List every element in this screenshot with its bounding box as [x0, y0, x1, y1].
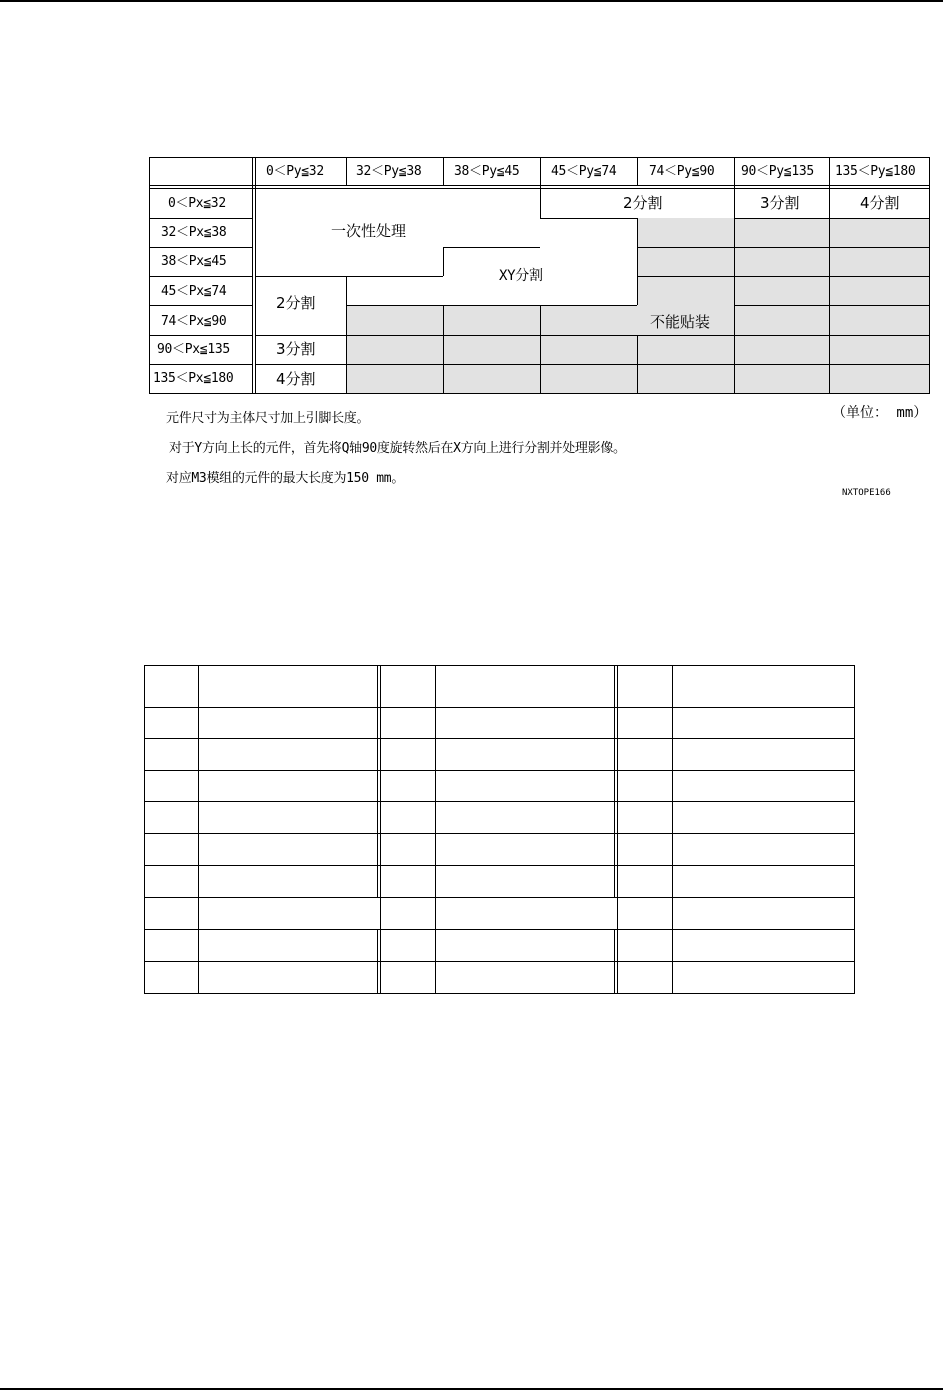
figure-code: NXTOPE166 — [842, 488, 891, 498]
col-header-7: 135＜Py≦180 — [835, 164, 916, 179]
row-header-2: 32＜Px≦38 — [161, 225, 227, 240]
row-header-3: 38＜Px≦45 — [161, 254, 227, 269]
region-xy-split: XY分割 — [499, 268, 543, 284]
region-one-time: 一次性处理 — [331, 222, 407, 240]
region-2-split-top: 2分割 — [623, 194, 663, 212]
region-4-split-left: 4分割 — [276, 370, 316, 388]
row-header-6: 90＜Px≦135 — [157, 342, 230, 357]
unit-label: （单位： mm） — [832, 405, 928, 421]
col-header-5: 74＜Py≦90 — [649, 164, 715, 179]
note-3: 对应M3模组的元件的最大长度为150 mm。 — [166, 471, 405, 486]
region-2-split-left: 2分割 — [276, 294, 316, 312]
col-header-6: 90＜Py≦135 — [741, 164, 814, 179]
region-3-split-top: 3分割 — [760, 194, 800, 212]
region-4-split-top: 4分割 — [860, 194, 900, 212]
row-header-1: 0＜Px≦32 — [168, 196, 226, 211]
row-header-5: 74＜Px≦90 — [161, 314, 227, 329]
region-3-split-left: 3分割 — [276, 340, 316, 358]
row-header-7: 135＜Px≦180 — [153, 371, 234, 386]
empty-record-table — [144, 665, 855, 994]
col-header-2: 32＜Py≦38 — [356, 164, 422, 179]
row-header-4: 45＜Px≦74 — [161, 284, 227, 299]
col-header-1: 0＜Py≦32 — [266, 164, 324, 179]
col-header-4: 45＜Py≦74 — [551, 164, 617, 179]
note-1: 元件尺寸为主体尺寸加上引脚长度。 — [166, 411, 370, 426]
empty-table-grid — [144, 665, 855, 994]
note-2: 对于Y方向上长的元件，首先将Q轴90度旋转然后在X方向上进行分割并处理影像。 — [169, 441, 626, 456]
col-header-3: 38＜Py≦45 — [454, 164, 520, 179]
footer-rule — [0, 1388, 943, 1390]
split-processing-figure — [0, 0, 943, 520]
region-cannot-mount: 不能贴装 — [650, 313, 711, 331]
